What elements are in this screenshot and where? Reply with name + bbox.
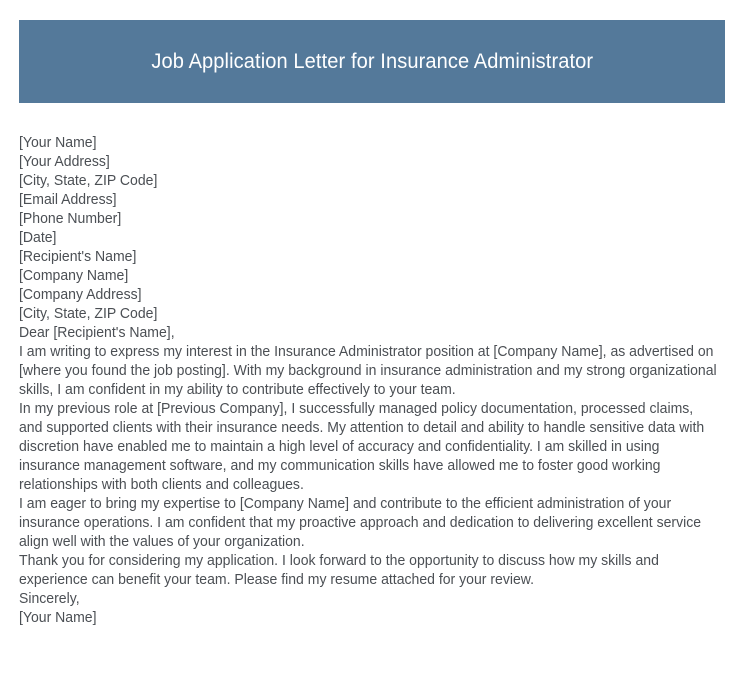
letter-paragraph-2: In my previous role at [Previous Company], I successfully managed policy documentation, processed claims, and supported clients with their insurance needs. My attention to detail and ability to handle sensitive data with discretion have enabled me to maintain a high level of accuracy and confidentiality. I am skilled in using insurance management software, and my communication skills have allowed me to foster good working relationships with both clients and colleagues. xyxy=(19,401,705,493)
salutation: Dear [Recipient's Name], xyxy=(19,325,175,341)
address-line-company-city-zip: [City, State, ZIP Code] xyxy=(19,306,158,322)
address-line-email: [Email Address] xyxy=(19,192,117,208)
address-line-phone: [Phone Number] xyxy=(19,211,122,227)
closing-line: Sincerely, xyxy=(19,591,80,607)
address-line-your-name: [Your Name] xyxy=(19,135,97,151)
letter-paragraph-1: I am writing to express my interest in the Insurance Administrator position at [Company Name], as advertised on [where you found the job posting]. With my background in insurance administration and my strong organizational skills, I am confident in my ability to contribute effectively to your team. xyxy=(19,344,717,398)
address-line-recipient-name: [Recipient's Name] xyxy=(19,249,137,265)
address-line-city-state-zip: [City, State, ZIP Code] xyxy=(19,173,158,189)
address-line-company-name: [Company Name] xyxy=(19,268,129,284)
letter-paragraph-3: I am eager to bring my expertise to [Company Name] and contribute to the efficient administration of your insurance operations. I am confident that my proactive approach and dedication to delivering excellent service align well with the values of your organization. xyxy=(19,496,702,550)
address-line-your-address: [Your Address] xyxy=(19,154,110,170)
page-title: Job Application Letter for Insurance Administrator xyxy=(151,49,593,73)
letter-body xyxy=(19,134,719,628)
letter-paragraph-4: Thank you for considering my application. I look forward to the opportunity to discuss how my skills and experience can benefit your team. Please find my resume attached for your review. xyxy=(19,553,659,588)
address-line-date: [Date] xyxy=(19,230,57,246)
address-line-company-address: [Company Address] xyxy=(19,287,142,303)
document-header-banner xyxy=(19,20,725,103)
signature-name: [Your Name] xyxy=(19,610,97,626)
